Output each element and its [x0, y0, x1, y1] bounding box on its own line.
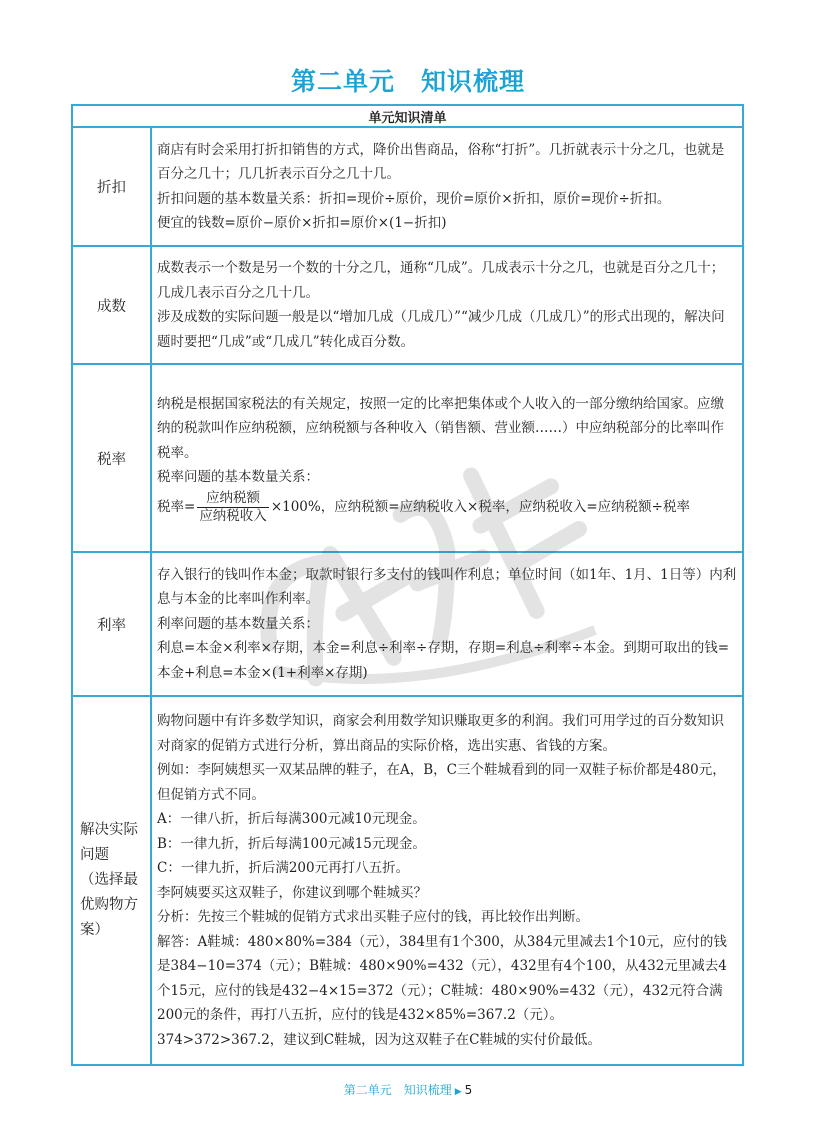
row-content-discount [151, 127, 743, 246]
discount-line-1: 商店有时会采用打折扣销售的方式，降价出售商品，俗称“打折”。几折就表示十分之几，也就是百分之几十；几几折表示百分之几十几。 [157, 141, 725, 182]
chengshu-line-2: 涉及成数的实际问题一般是以“增加几成（几成几）”“减少几成（几成几）”的形式出现的，解决问题时要把“几成”或“几成几”转化成百分数。 [157, 309, 725, 350]
solve-line-9: 374>372>367.2，建议到C鞋城，因为这双鞋子在C鞋城的实付价最低。 [157, 1031, 601, 1048]
solve-line-1: 购物问题中有许多数学知识，商家会利用数学知识赚取更多的利润。我们可用学过的百分数知识对商家的促销方式进行分析，算出商品的实际价格，选出实惠、省钱的方案。 [157, 713, 724, 754]
solve-line-3: A：一律八折，折后每满300元减10元现金。 [157, 811, 426, 827]
solve-label-line-2: 问题 [80, 847, 109, 863]
solve-label-line-3: （选择最 [80, 872, 138, 888]
tax-line-2: 税率问题的基本数量关系： [157, 469, 319, 485]
row-label-solve [72, 696, 151, 1065]
chengshu-line-1: 成数表示一个数是另一个数的十分之几，通称“几成”。几成表示十分之几，也就是百分之几十；几成几表示百分之几十几。 [157, 260, 725, 301]
tax-formula-prefix: 税率= [157, 498, 196, 515]
footer-arrow-icon: ▶ [454, 1087, 462, 1097]
table-row-interest [72, 552, 743, 696]
tax-formula [157, 490, 737, 525]
row-content-tax [151, 364, 743, 552]
solve-line-4: B：一律九折，折后每满100元减15元现金。 [157, 835, 426, 852]
row-content-chengshu [151, 246, 743, 364]
page-footer [0, 1081, 816, 1098]
tax-fraction-denominator: 应纳税收入 [199, 507, 267, 524]
solve-line-5: C：一律九折，折后满200元再打八五折。 [157, 860, 410, 876]
interest-line-1: 存入银行的钱叫作本金；取款时银行多支付的钱叫作利息；单位时间（如1年、1月、1日等）内利息与本金的比率叫作利率。 [157, 566, 737, 608]
table-header-row [72, 105, 743, 127]
row-label-interest: 利率 [72, 552, 151, 696]
solve-line-2: 例如：李阿姨想买一双某品牌的鞋子，在A，B，C三个鞋城看到的同一双鞋子标价都是480元，但促销方式不同。 [157, 762, 726, 803]
discount-line-3: 便宜的钱数=原价−原价×折扣=原价×(1−折扣) [157, 215, 447, 231]
table-header: 单元知识清单 [72, 105, 743, 127]
footer-text: 第二单元 知识梳理 [343, 1083, 452, 1097]
row-label-chengshu: 成数 [72, 246, 151, 364]
solve-label-line-4: 优购物方 [80, 897, 138, 913]
row-label-discount: 折扣 [72, 127, 151, 246]
tax-line-1: 纳税是根据国家税法的有关规定，按照一定的比率把集体或个人收入的一部分缴纳给国家。应缴纳的税款叫作应纳税额，应纳税额与各种收入（销售额、营业额……）中应纳税部分的比率叫作税率。 [157, 395, 724, 461]
interest-line-3: 利息=本金×利率×存期，本金=利息÷利率÷存期，存期=利息÷利率÷本金。到期可取出的钱=本金+利息=本金×(1+利率×存期) [157, 640, 730, 681]
tax-fraction-numerator: 应纳税额 [197, 490, 269, 508]
table-row-chengshu [72, 246, 743, 364]
solve-line-7: 分析：先按三个鞋城的促销方式求出买鞋子应付的钱，再比较作出判断。 [157, 909, 589, 925]
solve-label-line-1: 解决实际 [80, 822, 138, 838]
tax-fraction [197, 490, 269, 525]
tax-formula-rest: ×100%，应纳税额=应纳税收入×税率，应纳税收入=应纳税额÷税率 [270, 498, 690, 515]
table-row-tax [72, 364, 743, 552]
interest-line-2: 利率问题的基本数量关系： [157, 615, 319, 632]
page-number: 5 [464, 1083, 473, 1097]
knowledge-table [71, 104, 744, 1066]
table-row-discount [72, 127, 743, 246]
discount-line-2: 折扣问题的基本数量关系：折扣=现价÷原价，现价=原价×折扣，原价=现价÷折扣。 [157, 190, 671, 207]
row-label-tax: 税率 [72, 364, 151, 552]
solve-line-8: 解答：A鞋城：480×80%=384（元），384里有1个300，从384元里减去1个10元，应付的钱是384−10=374（元）；B鞋城：480×90%=432（元），432里有4个100，从432元里减去4个15元，应付的钱是432−4×15=372（元）；C鞋城：480×90%=432（元），432元符合满200元的条件，再打八五折，应付的钱是432×85%=367.2（元）。 [157, 933, 727, 1023]
table-row-solve [72, 696, 743, 1065]
row-content-solve [151, 696, 743, 1065]
page-title: 第二单元 知识梳理 [290, 67, 525, 96]
solve-line-6: 李阿姨要买这双鞋子，你建议到哪个鞋城买？ [157, 884, 427, 901]
row-content-interest [151, 552, 743, 696]
solve-label-line-5: 案） [80, 922, 109, 938]
